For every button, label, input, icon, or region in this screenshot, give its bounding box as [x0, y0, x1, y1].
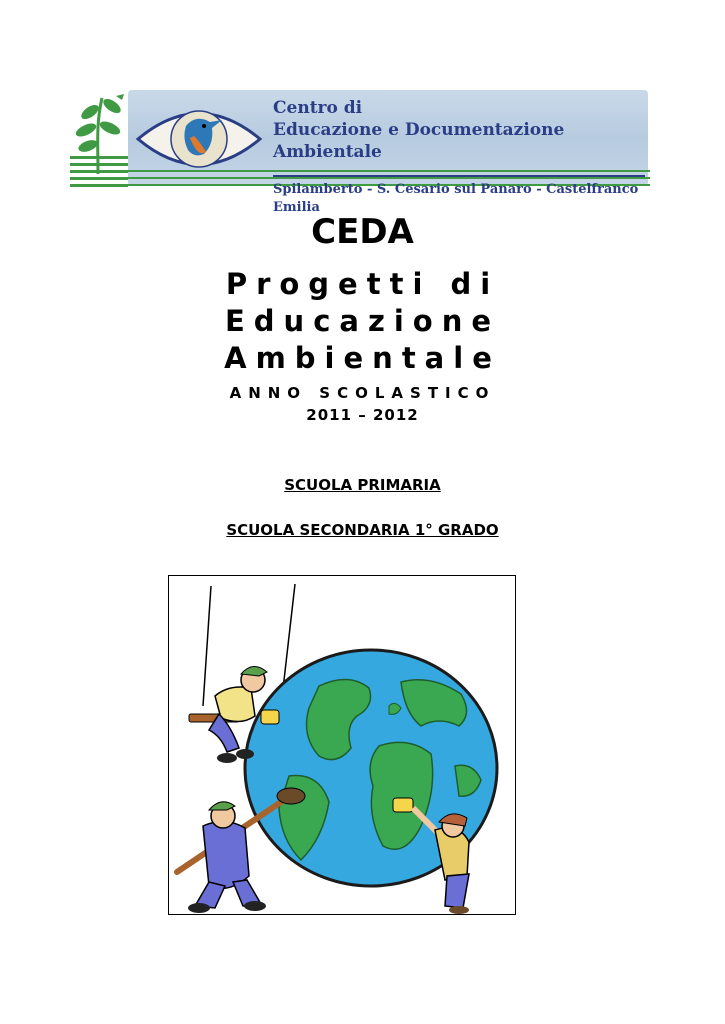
banner-line-3: Spilamberto - S. Cesario sul Panaro - Castelfranco Emilia: [273, 175, 645, 217]
globe-cleaning-illustration: [169, 576, 515, 914]
school-primary: SCUOLA PRIMARIA: [284, 476, 441, 494]
acronym-title: CEDA: [311, 212, 414, 252]
year-label: ANNO SCOLASTICO: [229, 384, 496, 402]
main-title-line-1: Progetti di: [225, 267, 500, 301]
globe-illustration-frame: [168, 575, 516, 915]
main-title-line-3: Ambientale: [224, 341, 501, 375]
leaf-logo-icon: [68, 84, 130, 190]
main-title-line-2: Educazione: [224, 304, 501, 338]
school-years: 2011 – 2012: [306, 406, 419, 424]
banner-line-1: Centro di: [273, 98, 363, 118]
main-title: [150, 266, 575, 377]
banner-text: [273, 98, 645, 217]
school-secondary: SCUOLA SECONDARIA 1° GRADO: [226, 521, 499, 539]
banner-line-2: Educazione e Documentazione Ambientale: [273, 120, 565, 162]
header-banner: [68, 84, 650, 215]
kingfisher-eye-icon: [134, 96, 264, 182]
